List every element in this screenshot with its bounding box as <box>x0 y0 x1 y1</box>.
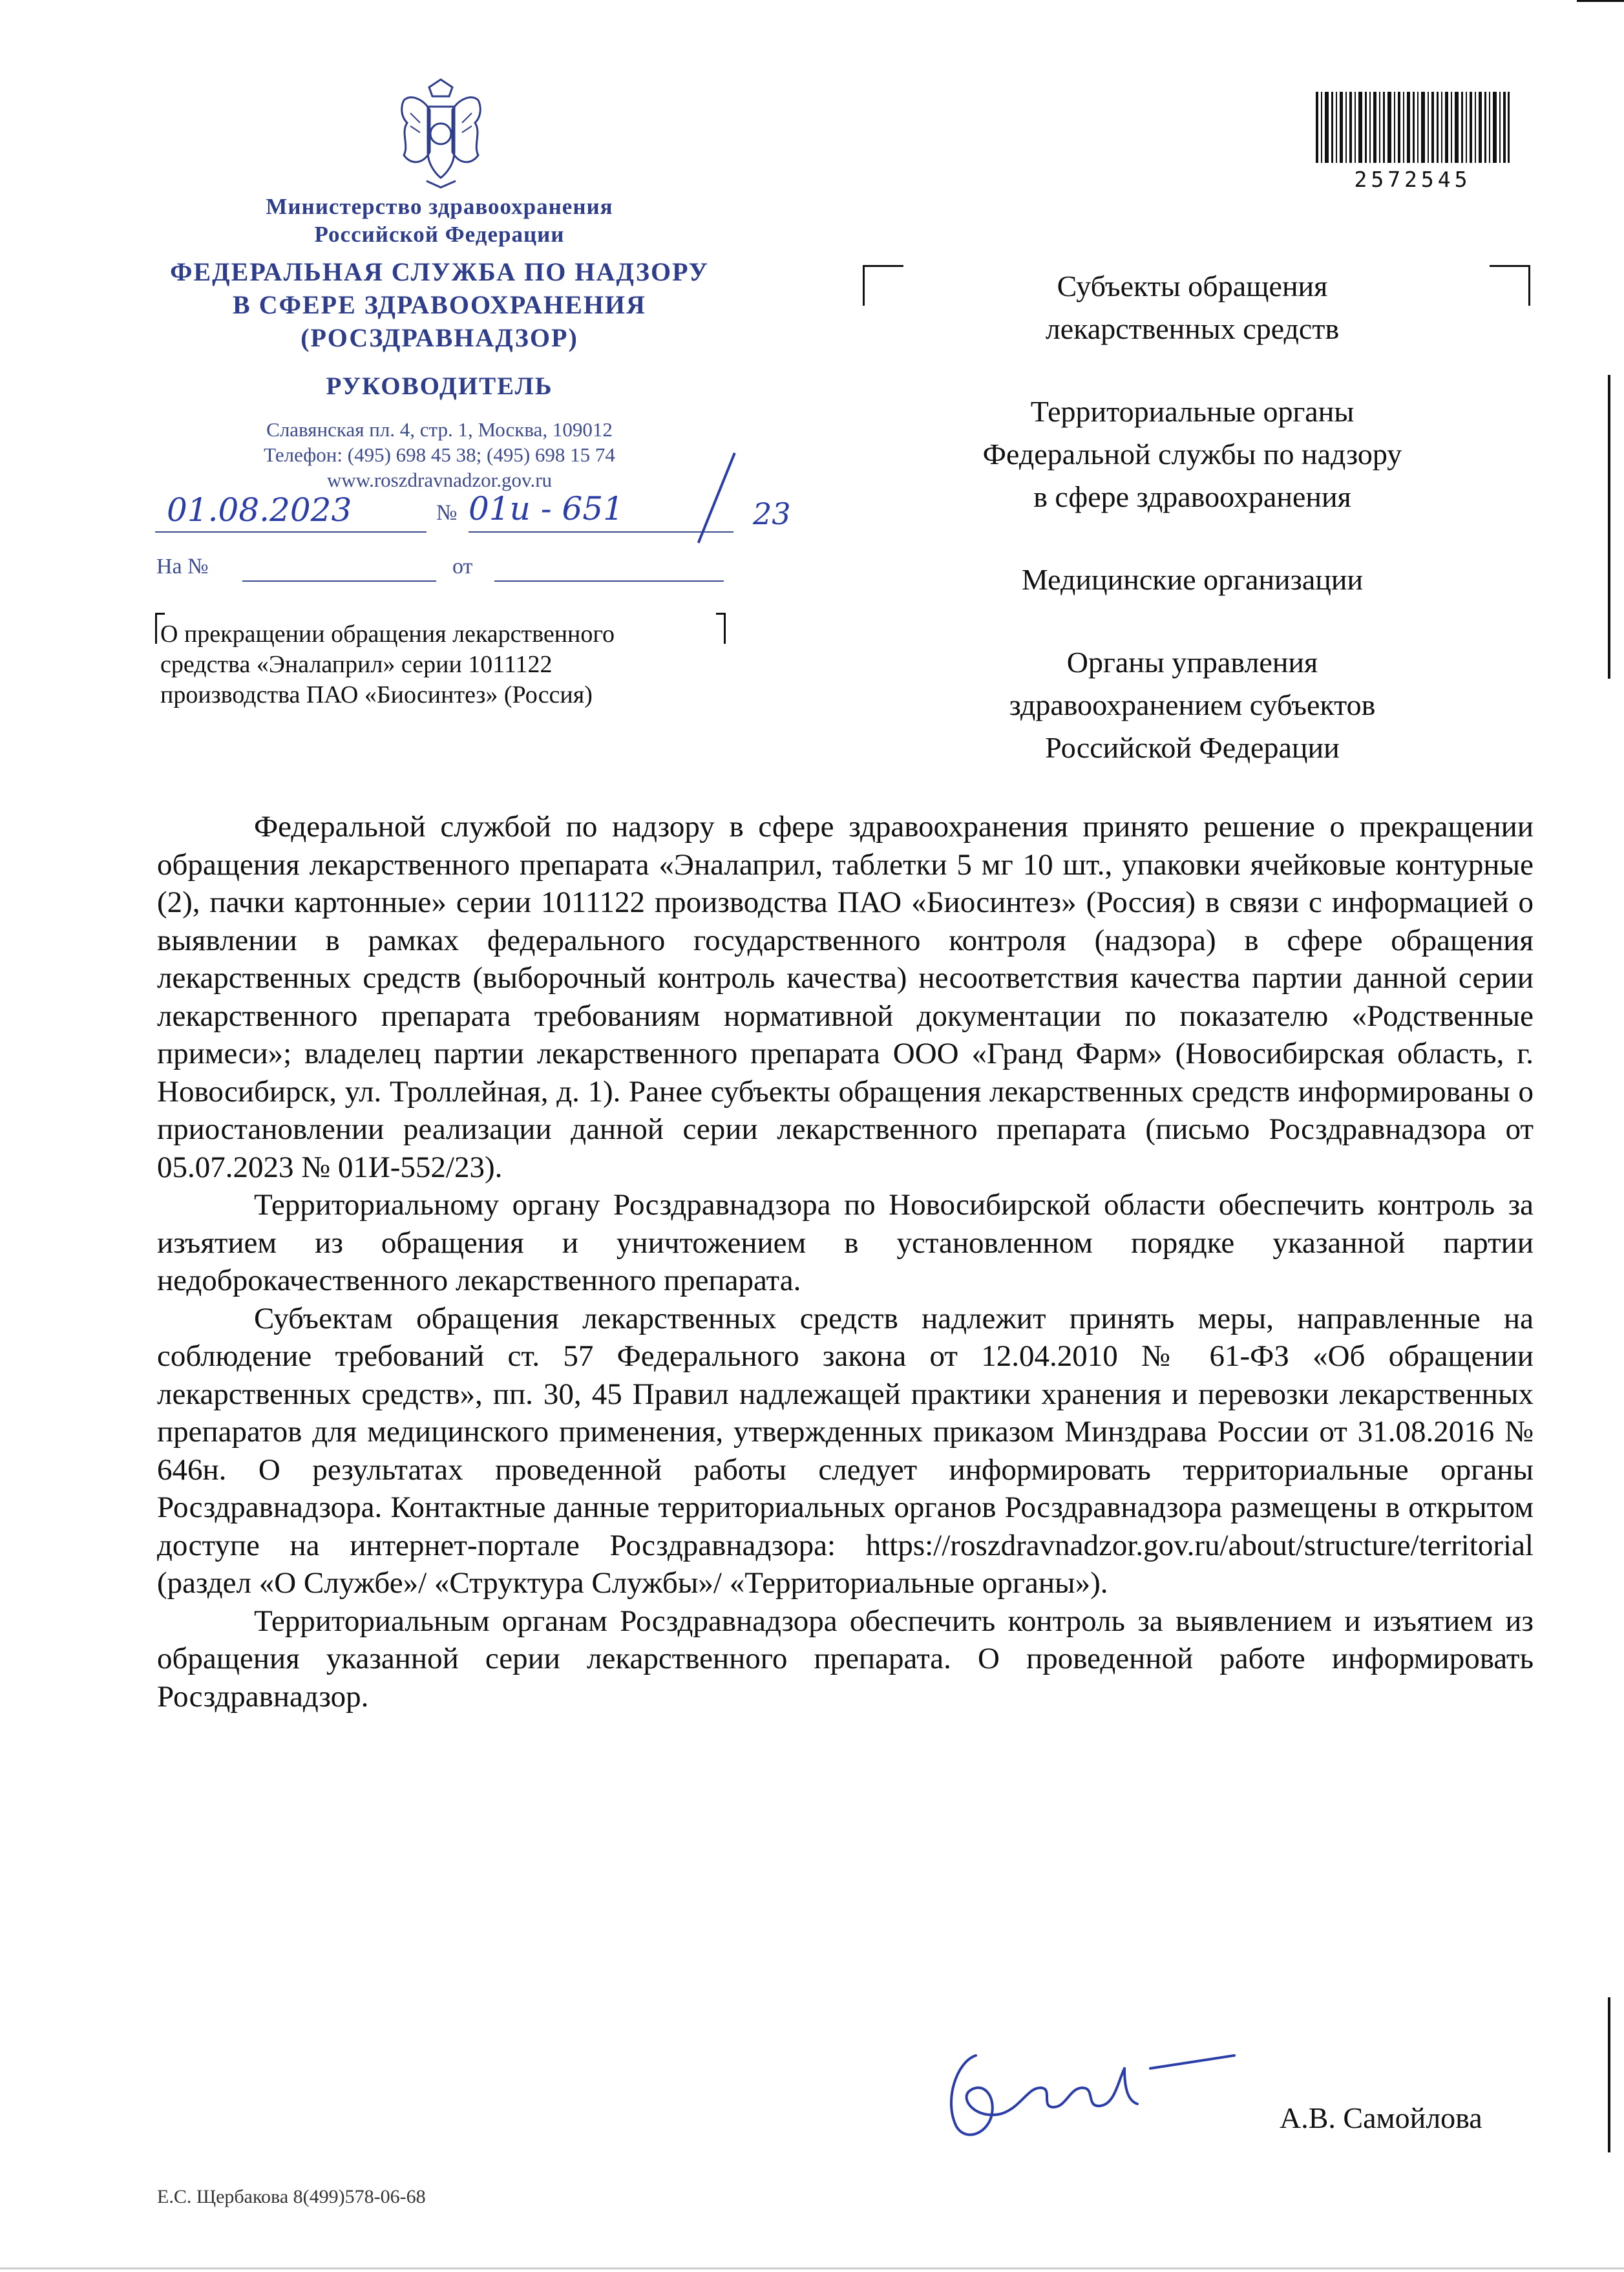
executor-contact: Е.С. Щербакова 8(499)578-06-68 <box>157 2186 426 2207</box>
barcode-number: 2572545 <box>1354 167 1471 192</box>
addressee-line: Территориальные органы <box>1030 395 1355 428</box>
reference-date-label: от <box>452 555 473 579</box>
subject-line-2: средства «Эналаприл» серии 1011122 <box>160 651 553 678</box>
address: Славянская пл. 4, стр. 1, Москва, 109012 <box>266 418 613 441</box>
addressee-line: Медицинские организации <box>1021 563 1364 596</box>
addressee-line: Российской Федерации <box>1045 731 1340 764</box>
agency-line-2: В СФЕРЕ ЗДРАВООХРАНЕНИЯ <box>233 290 646 319</box>
number-sign: № <box>436 501 458 525</box>
scan-edge-right-upper <box>1608 375 1610 679</box>
phone: Телефон: (495) 698 45 38; (495) 698 15 74 <box>264 443 615 466</box>
addressee-item <box>914 558 1470 601</box>
ministry-line-1: Министерство здравоохранения <box>266 194 613 219</box>
addressee-line: здравоохранением субъектов <box>1009 688 1376 721</box>
agency-name <box>129 255 750 354</box>
addressee-bracket-right <box>1490 265 1530 306</box>
reference-number-label: На № <box>156 555 209 579</box>
handwritten-signature <box>931 2043 1241 2146</box>
subject-line-3: производства ПАО «Биосинтез» (Россия) <box>160 681 593 708</box>
coat-of-arms-icon <box>391 74 491 191</box>
scan-edge-right-lower <box>1608 1997 1610 2152</box>
registration-date: 01.08.2023 <box>167 491 352 529</box>
addressee-line: Органы управления <box>1066 646 1318 679</box>
registration-number-suffix: 23 <box>753 496 791 531</box>
ministry-line-2: Российской Федерации <box>314 222 565 247</box>
addressee-item <box>914 265 1470 350</box>
subject-line-1: О прекращении обращения лекарственного <box>160 621 615 648</box>
body-paragraph-2: Территориальному органу Росздравнадзора по Новосибирской области обеспечить контроль за изъятием из обращения и уничтожением в установленном порядке указанной партии недоброкачественного лекарственного препарата. <box>157 1188 1534 1297</box>
reference-date-blank <box>494 580 724 582</box>
addressees <box>914 265 1470 809</box>
scan-edge-bottom <box>0 2267 1624 2269</box>
signer-name: А.В. Самойлова <box>1280 2101 1482 2134</box>
addressee-line: Федеральной службы по надзору <box>982 438 1402 471</box>
number-underline <box>469 531 733 533</box>
registration-number: 01и - 651 <box>469 490 624 527</box>
addressee-line: в сфере здравоохранения <box>1033 480 1351 513</box>
addressee-item <box>914 390 1470 518</box>
body-paragraph-4: Территориальным органам Росздравнадзора обеспечить контроль за выявлением и изъятием из обращения указанной серии лекарственного препарата. О проведенной работе информировать Росздравнадзор. <box>157 1604 1534 1714</box>
subject <box>160 619 729 710</box>
address-block <box>155 417 724 493</box>
addressee-line: лекарственных средств <box>1045 312 1340 345</box>
addressee-item <box>914 641 1470 769</box>
barcode <box>1316 92 1510 163</box>
body-paragraph-1: Федеральной службой по надзору в сфере здравоохранения принято решение о прекращении обращения лекарственного препарата «Эналаприл, таблетки 5 мг 10 шт., упаковки ячейковые контурные (2), пачки картонные» серии 1011122 производства ПАО «Биосинтез» (Россия) в связи с информацией о выявлении в рамках федерального государственного контроля (надзора) в сфере обращения лекарственных средств (выборочный контроль качества) несоответствия качества партии данной серии лекарственного препарата требованиям нормативной документации по показателю «Родственные примеси»; владелец партии лекарственного препарата ООО «Гранд Фарм» (Новосибирская область, г. Новосибирск, ул. Троллейная, д. 1). Ранее субъекты обращения лекарственных средств информированы о приостановлении реализации данной серии лекарственного препарата (письмо Росздравнадзора от 05.07.2023 № 01И-552/23). <box>157 810 1534 1184</box>
agency-line-1: ФЕДЕРАЛЬНАЯ СЛУЖБА ПО НАДЗОРУ <box>170 257 709 286</box>
website: www.roszdravnadzor.gov.ru <box>326 469 553 491</box>
scan-edge-top <box>1577 0 1624 2</box>
date-underline <box>155 531 427 533</box>
reference-number-blank <box>242 580 436 582</box>
letter-body <box>157 808 1534 1715</box>
addressee-bracket-left <box>863 265 903 306</box>
addressee-line: Субъекты обращения <box>1057 270 1328 303</box>
body-paragraph-3: Субъектам обращения лекарственных средств надлежит принять меры, направленные на соблюдение требований ст. 57 Федерального закона от 12.04.2010 № 61-ФЗ «Об обращении лекарственных средств», пп. 30, 45 Правил надлежащей практики хранения и перевозки лекарственных препаратов для медицинского применения, утвержденных приказом Минздрава России от 31.08.2016 № 646н. О результатах проведенной работы следует информировать территориальные органы Росздравнадзора. Контактные данные территориальных органов Росздравнадзора размещены в открытом доступе на интернет-портале Росздравнадзора: https://roszdravnadzor.gov.ru/about/structure/territorial (раздел «О Службе»/ «Структура Службы»/ «Территориальные органы»). <box>157 1301 1534 1600</box>
head-title: РУКОВОДИТЕЛЬ <box>326 372 553 400</box>
agency-line-3: (РОСЗДРАВНАДЗОР) <box>301 323 578 352</box>
ministry-name <box>155 193 724 248</box>
